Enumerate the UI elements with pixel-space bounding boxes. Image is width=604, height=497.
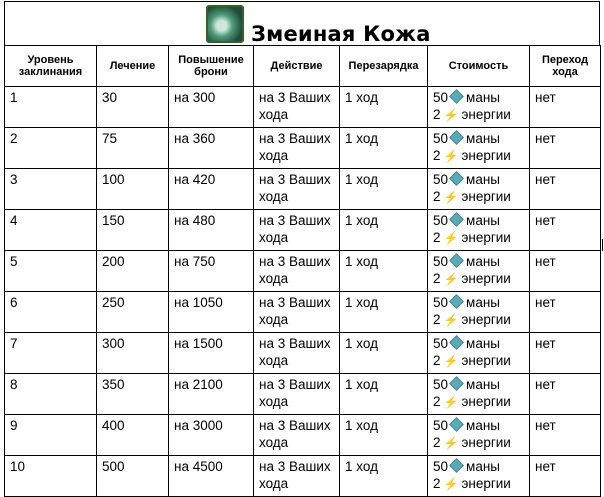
mana-label: маны — [466, 90, 500, 105]
cell-armor: на 1500 — [169, 333, 254, 374]
cell-turn: нет — [530, 169, 601, 210]
cell-action: на 3 Ваших хода — [254, 87, 340, 128]
cell-cooldown: 1 ход — [340, 87, 428, 128]
energy-cost — [433, 311, 529, 329]
cell-action: на 3 Ваших хода — [254, 374, 340, 415]
energy-cost — [433, 147, 529, 165]
cell-cooldown: 1 ход — [340, 169, 428, 210]
column-header-turn: Переход хода — [530, 46, 601, 87]
snake-skin-spell-icon — [206, 5, 244, 43]
mana-crystal-icon — [449, 253, 464, 268]
cell-level: 6 — [5, 292, 97, 333]
cell-heal: 500 — [97, 456, 169, 497]
energy-label: энергии — [461, 435, 511, 450]
cell-armor: на 4500 — [169, 456, 254, 497]
cell-turn: нет — [530, 374, 601, 415]
energy-label: энергии — [461, 189, 511, 204]
cell-cooldown: 1 ход — [340, 415, 428, 456]
mana-cost — [433, 376, 529, 393]
cell-turn: нет — [530, 87, 601, 128]
energy-amount: 2 — [433, 271, 441, 286]
lightning-icon: ⚡ — [443, 477, 459, 491]
spell-title: Змеиная Кожа — [251, 22, 431, 46]
cell-cost — [428, 333, 530, 374]
cell-cooldown: 1 ход — [340, 333, 428, 374]
cell-turn: нет — [530, 415, 601, 456]
mana-cost — [433, 171, 529, 188]
cell-armor: на 360 — [169, 128, 254, 169]
cell-level: 7 — [5, 333, 97, 374]
cell-turn: нет — [530, 292, 601, 333]
energy-label: энергии — [461, 312, 511, 327]
table-row — [5, 456, 601, 497]
energy-label: энергии — [461, 394, 511, 409]
lightning-icon: ⚡ — [443, 272, 459, 286]
column-header-level: Уровень заклинания — [5, 46, 97, 87]
cell-heal: 75 — [97, 128, 169, 169]
cell-turn: нет — [530, 456, 601, 497]
cell-cost — [428, 292, 530, 333]
lightning-icon: ⚡ — [443, 354, 459, 368]
mana-label: маны — [466, 213, 500, 228]
cell-cost — [428, 87, 530, 128]
mana-label: маны — [466, 418, 500, 433]
cell-heal: 300 — [97, 333, 169, 374]
mana-cost — [433, 458, 529, 475]
table-row — [5, 128, 601, 169]
energy-amount: 2 — [433, 230, 441, 245]
mana-amount: 50 — [433, 336, 449, 351]
column-header-heal: Лечение — [97, 46, 169, 87]
cell-armor: на 2100 — [169, 374, 254, 415]
lightning-icon: ⚡ — [443, 190, 459, 204]
title-row — [4, 1, 600, 46]
energy-label: энергии — [461, 476, 511, 491]
mana-cost — [433, 335, 529, 352]
cell-cooldown: 1 ход — [340, 251, 428, 292]
cell-action: на 3 Ваших хода — [254, 210, 340, 251]
mana-crystal-icon — [449, 458, 464, 473]
cell-cost — [428, 128, 530, 169]
table-body — [5, 87, 601, 497]
spell-table — [4, 45, 601, 497]
table-row — [5, 210, 601, 251]
cell-heal: 350 — [97, 374, 169, 415]
cell-heal: 200 — [97, 251, 169, 292]
energy-cost — [433, 393, 529, 411]
mana-amount: 50 — [433, 295, 449, 310]
cell-level: 9 — [5, 415, 97, 456]
cell-cooldown: 1 ход — [340, 128, 428, 169]
mana-crystal-icon — [449, 171, 464, 186]
cell-cooldown: 1 ход — [340, 210, 428, 251]
header-row — [5, 46, 601, 87]
text-cursor — [602, 239, 603, 251]
mana-amount: 50 — [433, 172, 449, 187]
energy-label: энергии — [461, 230, 511, 245]
cell-cost — [428, 415, 530, 456]
spell-sheet — [4, 1, 600, 491]
cell-cost — [428, 456, 530, 497]
mana-label: маны — [466, 459, 500, 474]
cell-action: на 3 Ваших хода — [254, 456, 340, 497]
energy-amount: 2 — [433, 148, 441, 163]
cell-action: на 3 Ваших хода — [254, 333, 340, 374]
table-row — [5, 251, 601, 292]
mana-label: маны — [466, 131, 500, 146]
cell-heal: 400 — [97, 415, 169, 456]
energy-label: энергии — [461, 107, 511, 122]
mana-amount: 50 — [433, 418, 449, 433]
mana-amount: 50 — [433, 254, 449, 269]
cell-turn: нет — [530, 251, 601, 292]
mana-amount: 50 — [433, 213, 449, 228]
mana-cost — [433, 212, 529, 229]
cell-cooldown: 1 ход — [340, 456, 428, 497]
mana-label: маны — [466, 172, 500, 187]
mana-cost — [433, 417, 529, 434]
mana-cost — [433, 253, 529, 270]
cell-armor: на 480 — [169, 210, 254, 251]
mana-crystal-icon — [449, 335, 464, 350]
energy-cost — [433, 188, 529, 206]
mana-crystal-icon — [449, 130, 464, 145]
cell-cooldown: 1 ход — [340, 292, 428, 333]
mana-cost — [433, 130, 529, 147]
column-header-action: Действие — [254, 46, 340, 87]
mana-amount: 50 — [433, 131, 449, 146]
cell-level: 4 — [5, 210, 97, 251]
energy-cost — [433, 270, 529, 288]
cell-cooldown: 1 ход — [340, 374, 428, 415]
table-row — [5, 374, 601, 415]
mana-label: маны — [466, 254, 500, 269]
cell-heal: 150 — [97, 210, 169, 251]
cell-level: 10 — [5, 456, 97, 497]
mana-label: маны — [466, 295, 500, 310]
column-header-cooldown: Перезарядка — [340, 46, 428, 87]
lightning-icon: ⚡ — [443, 313, 459, 327]
energy-cost — [433, 229, 529, 247]
cell-armor: на 3000 — [169, 415, 254, 456]
cell-heal: 30 — [97, 87, 169, 128]
table-row — [5, 169, 601, 210]
lightning-icon: ⚡ — [443, 436, 459, 450]
mana-cost — [433, 294, 529, 311]
cell-action: на 3 Ваших хода — [254, 128, 340, 169]
mana-crystal-icon — [449, 376, 464, 391]
cell-level: 1 — [5, 87, 97, 128]
mana-amount: 50 — [433, 459, 449, 474]
cell-cost — [428, 251, 530, 292]
cell-action: на 3 Ваших хода — [254, 169, 340, 210]
table-row — [5, 292, 601, 333]
energy-cost — [433, 352, 529, 370]
table-row — [5, 87, 601, 128]
mana-crystal-icon — [449, 294, 464, 309]
energy-amount: 2 — [433, 394, 441, 409]
cell-action: на 3 Ваших хода — [254, 251, 340, 292]
table-row — [5, 333, 601, 374]
energy-label: энергии — [461, 353, 511, 368]
lightning-icon: ⚡ — [443, 231, 459, 245]
cell-turn: нет — [530, 210, 601, 251]
cell-turn: нет — [530, 333, 601, 374]
cell-cost — [428, 169, 530, 210]
energy-amount: 2 — [433, 476, 441, 491]
cell-armor: на 300 — [169, 87, 254, 128]
lightning-icon: ⚡ — [443, 395, 459, 409]
energy-amount: 2 — [433, 435, 441, 450]
energy-amount: 2 — [433, 189, 441, 204]
mana-label: маны — [466, 336, 500, 351]
cell-action: на 3 Ваших хода — [254, 292, 340, 333]
energy-label: энергии — [461, 271, 511, 286]
mana-crystal-icon — [449, 212, 464, 227]
mana-amount: 50 — [433, 377, 449, 392]
cell-armor: на 420 — [169, 169, 254, 210]
mana-crystal-icon — [449, 89, 464, 104]
energy-amount: 2 — [433, 353, 441, 368]
cell-turn: нет — [530, 128, 601, 169]
table-row — [5, 415, 601, 456]
lightning-icon: ⚡ — [443, 149, 459, 163]
energy-amount: 2 — [433, 107, 441, 122]
cell-level: 2 — [5, 128, 97, 169]
cell-action: на 3 Ваших хода — [254, 415, 340, 456]
mana-amount: 50 — [433, 90, 449, 105]
mana-crystal-icon — [449, 417, 464, 432]
column-header-cost: Стоимость — [428, 46, 530, 87]
mana-cost — [433, 89, 529, 106]
cell-heal: 100 — [97, 169, 169, 210]
cell-level: 8 — [5, 374, 97, 415]
cell-heal: 250 — [97, 292, 169, 333]
energy-label: энергии — [461, 148, 511, 163]
energy-amount: 2 — [433, 312, 441, 327]
cell-armor: на 750 — [169, 251, 254, 292]
cell-level: 5 — [5, 251, 97, 292]
cell-level: 3 — [5, 169, 97, 210]
cell-cost — [428, 374, 530, 415]
energy-cost — [433, 106, 529, 124]
mana-label: маны — [466, 377, 500, 392]
cell-armor: на 1050 — [169, 292, 254, 333]
column-header-armor: Повышение брони — [169, 46, 254, 87]
lightning-icon: ⚡ — [443, 108, 459, 122]
energy-cost — [433, 475, 529, 493]
cell-cost — [428, 210, 530, 251]
energy-cost — [433, 434, 529, 452]
